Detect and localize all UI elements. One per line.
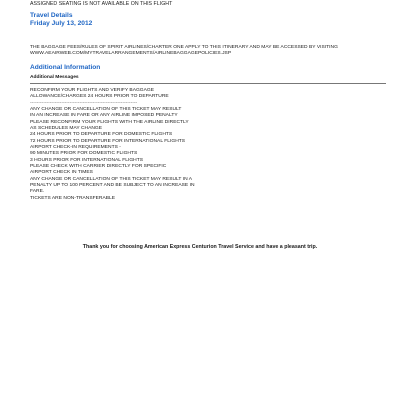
itinerary-page — [30, 0, 386, 202]
baggage-note-line: THE BAGGAGE FEES/RULES OF SPIRIT AIRLINES/CHARTER ONE APPLY TO THIS ITINERARY AND MAY BE ACCESSED BY VISITING — [30, 45, 338, 50]
message-line: AIRPORT CHECK IN TIMES — [30, 170, 93, 176]
baggage-note — [30, 45, 386, 58]
message-line: IN AN INCREASE IN FARE OR ANY AIRLINE IMPOSED PENALTY — [30, 113, 178, 119]
message-line: 3 HOURS PRIOR FOR INTERNATIONAL FLIGHTS — [30, 157, 144, 163]
travel-details-title: Travel Details — [30, 12, 73, 19]
message-line: PLEASE CHECK WITH CARRIER DIRECTLY FOR SPECIFIC — [30, 163, 167, 169]
travel-date: Friday July 13, 2012 — [30, 20, 93, 27]
message-line: ANY CHANGE OR CANCELLATION OF THIS TICKET MAY RESULT — [30, 106, 182, 112]
message-separator: ----------------------------------------------------------------- — [30, 100, 138, 106]
baggage-policy-url: WWW.AEAIRWEB.COM/MYTRAVELARRANGEMENTS/AIRLINEBAGGAGEPOLICIES.JSP — [30, 51, 232, 57]
message-line: 24 HOURS PRIOR TO DEPARTURE FOR DOMESTIC FLIGHTS — [30, 132, 173, 138]
message-line: ALLOWANCE/CHARGES 24 HOURS PRIOR TO DEPARTURE — [30, 94, 169, 100]
message-line: PLEASE RECONFIRM YOUR FLIGHTS WITH THE AIRLINE DIRECTLY — [30, 119, 189, 125]
message-line: ANY CHANGE OR CANCELLATION OF THIS TICKET MAY RESULT IN A — [30, 176, 193, 182]
message-line: PENALTY UP TO 100 PERCENT AND BE SUBJECT TO AN INCREASE IN — [30, 182, 195, 188]
seating-note: ASSIGNED SEATING IS NOT AVAILABLE ON THIS FLIGHT — [30, 1, 173, 7]
message-line: FARE. — [30, 189, 45, 195]
message-line: 72 HOURS PRIOR TO DEPARTURE FOR INTERNATIONAL FLIGHTS — [30, 138, 186, 144]
thank-you-message: Thank you for choosing American Express Centurion Travel Service and have a pleasant trip. — [82, 244, 318, 250]
additional-messages-title: Additional Messages — [30, 75, 386, 84]
message-line: TICKETS ARE NON-TRANSFERABLE — [30, 195, 116, 201]
message-line: 90 MINUTES PRIOR FOR DOMESTIC FLIGHTS — [30, 151, 138, 157]
message-line: AS SCHEDULES MAY CHANGE — [30, 125, 103, 131]
additional-information-title: Additional Information — [30, 63, 101, 71]
message-line: RECONFIRM YOUR FLIGHTS AND VERIFY BAGGAGE — [30, 87, 155, 93]
message-line: AIRPORT CHECK-IN REQUIREMENTS - — [30, 144, 121, 150]
additional-messages-list — [30, 88, 386, 202]
